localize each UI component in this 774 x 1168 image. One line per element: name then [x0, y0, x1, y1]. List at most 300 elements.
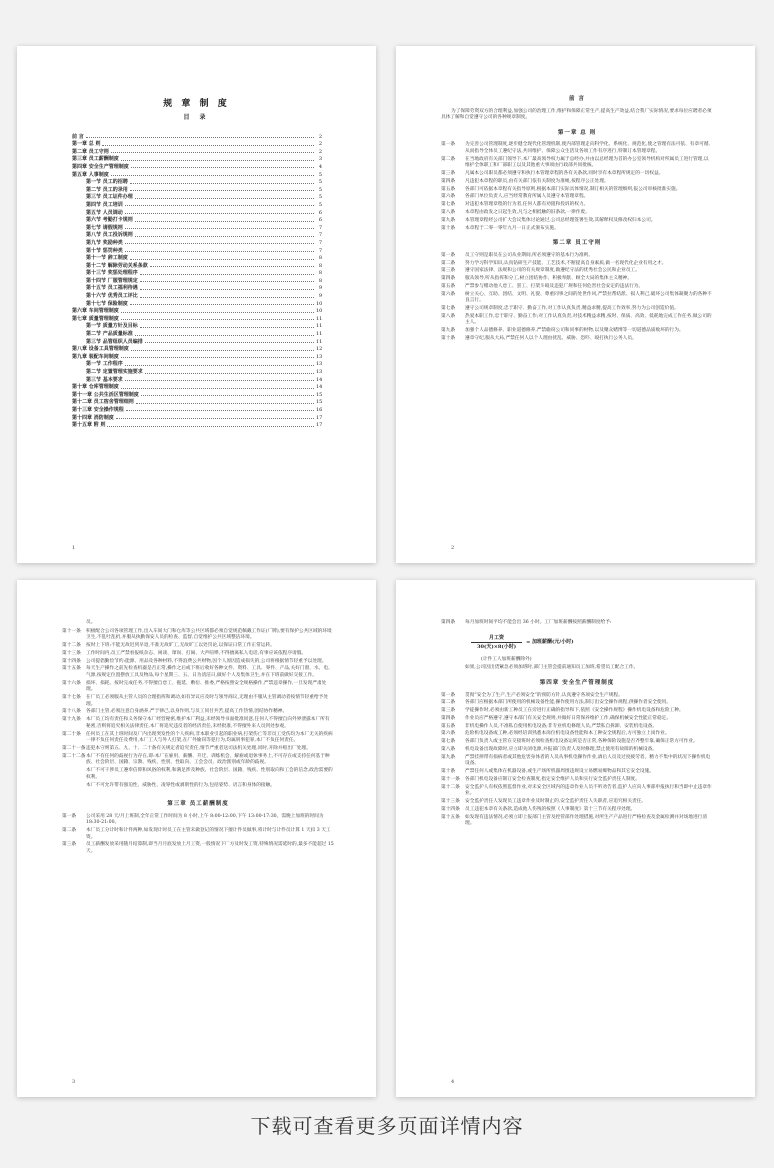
toc-heading: 目 录	[183, 114, 210, 121]
article-text: 本厂员工均有责任和义务保守本厂经营秘密,维护本厂利益,未经领导书面批准同意,任何人不得擅自向外界泄露本厂所有秘密,否则将追究相关法律责任,本厂将追究违反者的经济责任,未经批准,不得擅外来人员到处参观。	[86, 717, 330, 729]
toc-entry-label: 第二节 员工的录用	[86, 186, 128, 193]
toc-row	[72, 276, 322, 284]
toc-entry-label: 第九章 装配车间制度	[72, 353, 119, 360]
article	[441, 171, 713, 178]
toc-page-number: 9	[318, 293, 322, 300]
toc-entry-label: 第五章 人事制度	[72, 171, 109, 178]
article-text: 任何员工在其上班时间及厂内出现突发性的个人疾病,非本职业引起的职业病,打架伤亡等非员工受伤均为本厂无关的疾病一律不负任何责任及费用,本厂工人与外人打架,在厂外偷窃等犯行为,均属刑事犯罪,本厂不负任何责任。	[86, 731, 333, 744]
toc-page-number: 2	[318, 133, 322, 140]
toc-page-number: 4	[318, 163, 322, 170]
article	[441, 785, 713, 798]
formula-result: = 加班薪酬(元/小时)	[526, 639, 574, 646]
article-text: 本厂不可允许带有强迫性、威胁性、凌辱性或剥削性的行为,包括姿势、语言和身体的接触。	[86, 782, 275, 788]
toc-dot-leader	[135, 335, 314, 336]
toc-entry-label: 第七章 质量管理制度	[72, 315, 119, 322]
toc-page-number: 14	[316, 376, 323, 383]
article-text: 违犯本守则第五、九、十、二十条有关规定者追究责任,情节严重者送司法机关处理,同时,开除并赔出厂处理。	[86, 745, 311, 751]
toc-dot-leader	[135, 236, 314, 237]
chapter-2-articles	[441, 253, 713, 343]
toc-entry-label: 第八章 设备工具管理制度	[72, 346, 129, 353]
toc-row	[72, 337, 322, 345]
article-number: 第十三条	[441, 799, 460, 805]
article-text: 每天生产操作之前先检查机器是否正常,操作之后或下班后收好各种文件、资料、工具、零件、产品,关好门窗、水、电、气源,按规定位置摆放工具及物品,每个星期三、五、日为清洁日,做好个人及集体卫生,并在下班前做好交接工作。	[86, 666, 333, 678]
toc-page-number: 12	[316, 346, 323, 353]
toc-page-number: 8	[318, 262, 322, 269]
article-number: 第二条	[62, 828, 77, 834]
chapter-3-title: 第三章 员工薪酬制度	[167, 801, 229, 808]
toc-row	[72, 193, 322, 201]
toc-row	[72, 314, 322, 322]
article-text: 员工违犯本章有关条款,造成他人伤残的按照《人事制度》第十三节有关程序处理。	[465, 806, 636, 812]
article	[441, 799, 713, 806]
toc-dot-leader	[111, 175, 314, 176]
article-text: 安全监护人有权依照监督作业,对未安全区域内的违章作业人员不听劝告者,监护人应向人事部申报执行和当即中止违章作业。	[465, 784, 712, 797]
article	[62, 768, 334, 781]
toc-row	[72, 269, 322, 277]
article-text: 本厂不有任何的歧视行为存在,即:本厂在雇用、薪酬、升迁、训练机会、解雇或退休事务上,不可存在或支持任何基于种族、社会阶层、国籍、宗教、残疾、性别、性取向、工会会员、政治派别或年龄的歧视。	[86, 753, 330, 766]
article-number: 第十九条	[62, 717, 81, 723]
toc-dot-leader	[140, 327, 314, 328]
article-number: 第七条	[441, 306, 456, 312]
article	[441, 210, 713, 217]
toc-page-number: 7	[318, 224, 322, 231]
chapter-1-articles	[441, 142, 713, 232]
toc-dot-leader	[130, 183, 314, 184]
article	[441, 179, 713, 186]
article	[441, 755, 713, 768]
page-2	[396, 46, 755, 563]
toc-page-number: 8	[318, 270, 322, 277]
article-number: 第四条	[441, 276, 456, 282]
article-number: 第一条	[441, 252, 456, 258]
article-number: 第六条	[441, 194, 456, 200]
article	[441, 157, 713, 170]
article-text: 作业员应严格遵守,遵守本部门有关安全规则,并做好日常保养维护工作,确保机械安全性能正常稳定。	[465, 715, 672, 721]
article-text: 凡违犯本章程的职员,由有关部门依有关制度为准绳,按程序公正处理。	[465, 178, 609, 184]
article-number: 第三条	[441, 171, 456, 177]
article-number: 第四条	[441, 715, 456, 721]
toc-dot-leader	[107, 426, 314, 427]
toc-entry-label: 第三节 基本要求	[86, 376, 123, 383]
article	[62, 814, 334, 827]
article-number: 第十五条	[62, 666, 81, 672]
toc-row	[72, 405, 322, 413]
toc-page-number: 5	[318, 179, 322, 186]
article-text: 工作时间内,员工严禁看报纸杂志、闲谈、窜岗、打闹、大声喧哗,不得擅离私人电话,有事应该依程序请假。	[86, 650, 307, 656]
article-number: 第九条	[441, 754, 456, 760]
toc-dot-leader	[125, 365, 314, 366]
article-number: 第二十一条	[62, 745, 86, 751]
toc-entry-label: 第十三章 安全操作规程	[72, 406, 124, 413]
article-text: 公司采用 28 天/月上班制,全年正常工作时间为 8 小时,上午 8:00-12:00,下午 13:00-17:30。需晚上加班的时间为 18:30-21:00。	[86, 813, 324, 826]
toc-entry-label: 第二章 员工守则	[72, 148, 109, 155]
toc-dot-leader	[125, 243, 314, 244]
toc-row	[72, 185, 322, 193]
article	[441, 187, 713, 194]
toc-dot-leader	[125, 228, 314, 229]
toc-page-number: 2	[318, 141, 322, 148]
toc-entry-label: 前 言	[72, 133, 84, 140]
toc-page-number: 11	[316, 323, 323, 330]
toc-entry-label: 第十二节 解除劳动关系条款	[86, 262, 148, 269]
toc-entry-label: 第十五章 附 则	[72, 422, 106, 429]
article	[441, 253, 713, 260]
article	[441, 226, 713, 233]
page-4	[396, 580, 755, 1097]
toc-page-number: 6	[318, 209, 322, 216]
toc-dot-leader	[86, 137, 314, 138]
page-number: 2	[451, 545, 455, 551]
article-number: 第七条	[441, 202, 456, 208]
article	[441, 284, 713, 291]
article-text: 非机电操作人员,不准私自使用机电设备;非专业机电修理人员,严禁私自拆卸、安装机电设备。	[465, 723, 658, 729]
toc-dot-leader	[140, 289, 314, 290]
article-text: 公司提倡勤俭节约:能源、用品及各种材料,不得浪费公共财物,因个人原因造成损失的,公司将根据情节轻重予以处理。	[86, 658, 327, 664]
article	[441, 261, 713, 268]
article	[441, 747, 713, 754]
article-text: 各部门单位负责人,应当经常教育所属人员遵守本管理章程。	[465, 194, 589, 200]
toc-row	[72, 329, 322, 337]
toc-dot-leader	[145, 373, 314, 374]
article	[62, 643, 334, 650]
article-number: 第十五条	[441, 814, 460, 820]
formula-paragraph: 如果,公司因出货紧急必须加班时,部门主管会提前通知员工加班,希望员工配合工作。	[465, 665, 639, 671]
toc-page-number: 8	[318, 277, 322, 284]
article-text: 遵守公司规章制度,忠于职守、勤奋工作,对工作认真负责,精益求精,提高工作效率,努力为公司创造价值。	[465, 306, 679, 312]
page-3	[17, 580, 376, 1097]
article-number: 第十条	[441, 769, 456, 775]
article-number: 第三条	[62, 842, 77, 848]
toc-page-number: 17	[316, 414, 323, 421]
article-number: 第一条	[441, 692, 456, 698]
toc-row	[72, 223, 322, 231]
article-number: 第十一条	[62, 628, 81, 634]
article-text: 服从领导,听从指挥和分工,树立团结协作、积极奉献、顾全大局的集体主义精神。	[465, 276, 633, 282]
article-number: 第六条	[441, 731, 456, 737]
toc-dot-leader	[130, 190, 314, 191]
toc-entry-label: 第十二章 员工宿舍管理细则	[72, 399, 134, 406]
article-number: 第二条	[441, 700, 456, 706]
article-number: 第五条	[441, 283, 456, 289]
lead-text: 员。	[86, 620, 96, 625]
toc-row	[72, 352, 322, 360]
toc-dot-leader	[135, 221, 314, 222]
toc-dot-leader	[125, 205, 314, 206]
toc-page-number: 13	[316, 361, 323, 368]
toc-entry-label: 第十一节 辞工制度	[86, 255, 128, 262]
toc-entry-label: 第八节 员工投诉规则	[86, 232, 133, 239]
toc-entry-label: 第十一章 公共生活区管理制度	[72, 391, 139, 398]
toc-page-number: 5	[318, 194, 322, 201]
article	[62, 659, 334, 666]
toc-entry-label: 第一节 工作程序	[86, 361, 123, 368]
toc-entry-label: 第一节 员工的招聘	[86, 179, 128, 186]
chapter-4-articles	[441, 693, 713, 828]
toc-row	[72, 398, 322, 406]
toc-dot-leader	[140, 297, 314, 298]
toc-page-number: 9	[318, 285, 322, 292]
article-number: 第十一条	[441, 776, 460, 782]
toc-row	[72, 390, 322, 398]
toc-row	[72, 421, 322, 429]
toc-dot-leader	[126, 410, 314, 411]
toc-row	[72, 291, 322, 299]
toc-page-number: 7	[318, 232, 322, 239]
article-number: 第一条	[441, 142, 456, 148]
article	[441, 731, 713, 738]
chapter-4-title: 第四章 安全生产管理制度	[539, 679, 615, 686]
article-text: 为完善公司管理制度,逐步健全现代化管理机制,使内部管理走向科学化、系统化、规范化,使之管理有法可依、有章可循,从而指导全体员工遵纪守法,共同维护、保障公众生活及各项工作有序进行,特制订本管理章程。	[465, 142, 711, 154]
article-text: 本章程于二零一零年九月一日正式颁布实施。	[465, 225, 559, 231]
article-text: 严禁参与赌动他人怠工、罢工、打架斗殴及违犯厂规和任何危害社会安定的违法行为。	[465, 283, 644, 289]
article-number: 第八条	[441, 747, 456, 753]
chapter-3-articles	[62, 814, 334, 856]
toc-entry-label: 第六章 车间管理制度	[72, 308, 119, 315]
article	[441, 769, 713, 776]
article-number: 第四条	[441, 620, 456, 625]
toc-row	[72, 140, 322, 148]
toc-entry-label: 第三节 品管组织人员编排	[86, 338, 143, 345]
toc-page-number: 17	[316, 422, 323, 429]
article-number: 第八条	[441, 313, 456, 319]
article	[441, 268, 713, 275]
article-number	[62, 768, 86, 781]
toc-page-number: 2	[318, 148, 322, 155]
toc-page-number: 13	[316, 369, 323, 375]
toc-page-number: 15	[316, 399, 323, 406]
article-text: 员工薪酬发放采用随月结算制,即当月月底发放上月工资,一般情况下厂方及时发工资,特殊情况需延时的,最多不能超过 15 天。	[86, 842, 334, 855]
toc-dot-leader	[121, 357, 314, 358]
article	[62, 842, 334, 855]
toc-page-number: 10	[316, 300, 323, 307]
toc-dot-leader	[140, 274, 314, 275]
toc-row	[72, 360, 322, 368]
toc-row	[72, 383, 322, 391]
article-number: 第一条	[62, 813, 77, 819]
article-number: 第十二条	[62, 642, 81, 648]
article-text: 树立关心、互助、团结、文明、礼貌、尊重同事之间的处世作风,严禁拉帮结派、损人利己,破坏公司集体凝聚力的各种不良言行。	[465, 291, 712, 304]
toc-page-number: 3	[318, 156, 322, 163]
toc-dot-leader	[150, 266, 314, 267]
article-number: 第十四条	[62, 658, 81, 664]
article	[62, 629, 334, 642]
toc-dot-leader	[125, 251, 314, 252]
article-text: 热爱本职工作,忠于职守、勤奋工作;对工作认真负责,对技术精益求精,按时、保质、高效、低耗地完成工作任务,做公司的主人。	[465, 313, 712, 326]
toc-entry-label: 第七节 请假规则	[86, 224, 123, 231]
article-number: 第八条	[441, 210, 456, 216]
article-text: 在当地政府有关部门领导下,本厂最高领导权力属于总经办,并由以总经理为首的办公室领导机构对所属员工进行管理,以维护全体职工和厂部职工以及其他重大事项由行政部共同批核。	[465, 156, 709, 169]
article-number: 第十条	[441, 336, 456, 341]
toc-entry-label: 第一节 质量方针及目标	[86, 323, 138, 330]
toc-row	[72, 200, 322, 208]
article	[441, 815, 713, 828]
toc-row	[72, 170, 322, 178]
article	[62, 754, 334, 767]
toc-dot-leader	[130, 304, 314, 305]
toc-dot-leader	[136, 403, 314, 404]
article-number: 第十七条	[62, 695, 81, 701]
chapter-2-title: 第二章 员工守则	[552, 240, 602, 247]
toc-page-number: 6	[318, 217, 322, 224]
toc-entry-label: 第十章 仓库管理制度	[72, 384, 119, 391]
article-number: 第二十二条	[62, 753, 86, 759]
toc-row	[72, 322, 322, 330]
toc-entry-label: 第十五节 员工福利待遇	[86, 285, 138, 292]
article-text: 员工守则是职员在公司从业期间,所必须遵守的基本行为准则。	[465, 252, 594, 258]
article	[441, 218, 713, 225]
toc-page-number: 7	[318, 247, 322, 254]
article	[62, 732, 334, 745]
toc-row	[72, 413, 322, 421]
toc-entry-label: 第三节 员工证件办理	[86, 194, 133, 201]
toc-row	[72, 162, 322, 170]
article-number: 第十六条	[62, 680, 81, 686]
overtime-formula	[471, 635, 713, 651]
toc-dot-leader	[141, 395, 314, 396]
toc-dot-leader	[121, 388, 314, 389]
toc-page-number: 5	[318, 186, 322, 193]
article	[441, 693, 713, 700]
toc-dot-leader	[125, 380, 314, 381]
toc-page-number: 8	[318, 255, 322, 262]
article-number: 第二条	[441, 156, 456, 162]
toc-entry-label: 第十六节 优秀员工评比	[86, 293, 138, 300]
toc-entry-label: 第十节 惩罚种类	[86, 247, 123, 254]
article-number: 第三条	[441, 708, 456, 714]
toc-entry-label: 第九节 奖励种类	[86, 239, 123, 246]
toc-row	[72, 254, 322, 262]
toc-page-number: 5	[318, 171, 322, 178]
article	[441, 194, 713, 201]
toc-page-number: 10	[316, 308, 323, 315]
article	[441, 328, 713, 335]
toc-page-number: 7	[318, 239, 322, 246]
article-number: 第三条	[441, 268, 456, 274]
article-text: 加强个人品德修养、职业道德修养,严禁偷窃公司和同事的财物,以及聚众赌博等一切道德品质败坏的行为。	[465, 328, 684, 334]
toc-row	[72, 147, 322, 155]
toc-dot-leader	[131, 167, 314, 168]
toc-dot-leader	[116, 418, 314, 419]
article-text: 如发现有违法情况,必须立即上报部门主管及控管部作处理措施,对所生产产品进行严格检查及金属检测并对场地进行清理。	[465, 814, 708, 827]
article-text: 严禁挂摔带有损病者或其他危害身体者的人员从事机电操作作业,酒后人员及过度疲劳者。精力不集中的状况下操作机电设备。	[465, 754, 711, 767]
toc-dot-leader	[125, 213, 314, 214]
page-1-table-of-contents	[17, 46, 376, 563]
toc-entry-label: 第十三节 奖惩处理程序	[86, 270, 138, 277]
formula-note: (计件工人加班薪酬除外)	[481, 656, 532, 662]
toc-row	[72, 345, 322, 353]
toc-entry-label: 第十七节 保险制度	[86, 300, 128, 307]
toc-dot-leader	[121, 160, 314, 161]
article-number	[62, 783, 86, 790]
article-number: 第十四条	[441, 806, 460, 812]
toc-entry-label: 第六节 考勤打卡规则	[86, 217, 133, 224]
article-number: 第九条	[441, 217, 456, 223]
toc-entry-label: 第十四节 厂服管理规定	[86, 277, 138, 284]
article	[441, 708, 713, 715]
page-number: 3	[72, 1079, 76, 1085]
article-text: 遵章守纪,服从大局,严禁任何人以个人理由扰乱、威胁、恐吓、殴打执行公务人员。	[465, 336, 637, 341]
article-text: 安全监护责任人发现员工违章作业及时制止的,安全监护责任人失职者,应追究相关责任。	[465, 799, 647, 805]
article-text: 凡属本公司职员都必须遵守和执行本管理章程的各有关条款,同时享有本章程所规定的一切权益。	[465, 171, 664, 177]
article-number: 第十三条	[62, 650, 81, 656]
page-number: 4	[451, 1079, 455, 1085]
article	[62, 651, 334, 658]
toc-entry-label: 第二节 定置管理实施要求	[86, 369, 143, 375]
article-number: 第四条	[441, 178, 456, 184]
formula-denominator: 30(天)×8(小时)	[471, 642, 522, 651]
toc-page-number: 15	[316, 391, 323, 398]
toc-entry-label: 第四章 安全生产管理制度	[72, 163, 129, 170]
article-text: 每月加班时间平均不能会出 36 小时。工厂加班薪酬按照薪酬制度给予:	[465, 620, 612, 625]
toc-row	[72, 299, 322, 307]
article-text: 遵守国家法律、法规和公司的有关规章制度,做遵纪守法的优秀社会公民和企业员工。	[465, 268, 640, 274]
article	[441, 202, 713, 209]
article	[441, 739, 713, 746]
toc-dot-leader	[131, 350, 314, 351]
article-number: 第十二条	[441, 784, 460, 790]
toc-dot-leader	[111, 152, 314, 153]
article-text: 本章程由政发之日起生效,凡与之相抵触的旧条款,一律作废。	[465, 210, 590, 216]
article-text: 本管理章程经公司扩大会议集体讨论通过,公司总经理签署生效,其解释权及修改权归本公司。	[465, 217, 656, 223]
toc-row	[72, 246, 322, 254]
article	[62, 746, 334, 753]
formula-numerator: 月工资	[489, 634, 505, 641]
article-text: 机电设备出现故障时,应立即关闭电源,并报部门负责人及时修理,禁止使用有故障的机械设备。	[465, 747, 657, 753]
article	[441, 142, 713, 155]
toc-page-number: 5	[318, 201, 322, 208]
article	[441, 336, 713, 343]
article-number: 第七条	[441, 739, 456, 745]
article	[441, 724, 713, 731]
article-text: 危险机电设备或工种,必须经培训熟悉本岗位机电设备性能和本工种安全规程后,方可独立上岗作业。	[465, 731, 670, 737]
toc-row	[72, 261, 322, 269]
toc-entry-label: 第三章 员工薪酬制度	[72, 156, 119, 163]
article	[62, 695, 334, 708]
formula-fraction	[471, 635, 522, 651]
article-number: 第二条	[441, 260, 456, 266]
article-number: 第五条	[441, 186, 456, 192]
article	[441, 716, 713, 723]
article	[62, 666, 334, 679]
toc-page-number: 11	[316, 338, 323, 345]
article	[441, 276, 713, 283]
toc-dot-leader	[145, 342, 314, 343]
article-text: 在厂员工必须服从主管人员的合理指挥和调动,如有异议应及时与领导商议,无理由不服从主管调动者按情节轻重给予处理。	[86, 695, 329, 707]
preface-title: 前 言	[569, 96, 585, 102]
article-text: 各部门应根据本部门所使用的机械设备性能,操作使用方法,制订出安全操作规程,供操作者安全使用。	[465, 700, 672, 706]
article	[441, 306, 713, 313]
article-text: 各部门主管,必须注意自身涵养,严于律己,以身作则,与员工同甘共苦,提高工作热情,团结协作精神。	[86, 709, 288, 715]
toc-page-number: 11	[316, 315, 323, 322]
toc-page-number: 13	[316, 353, 323, 360]
toc-row	[72, 238, 322, 246]
chapter-1-title: 第一章 总 则	[557, 129, 597, 136]
article-text: 学徒操作时,必须由新工种员工在旁进行正确的指导和下,依照《安全操作规程》操作机电设备和危险工种。	[465, 708, 684, 714]
article-text: 本厂员工分计时和计件两种,如发现计时员工在主管未做登记的情况下擅计件员做事,将计时与计件员计算 1 天扣 3 天工资。	[86, 828, 331, 840]
article-text: 对违犯本管理章程的行为者,任何人都有劝阻和投诉的权力。	[465, 202, 589, 208]
toc-row	[72, 178, 322, 186]
article-number: 第十条	[441, 225, 456, 231]
article-text: 积极配合公司各项管理工作,出入车间大门和仓库等公共区域都必须自觉规范佩戴工作证(厂牌),要有保护公共区域的环境卫生,不乱吐乱扔,并服从执勤保安人员的检查、监督,自觉维护公共区域整洁环境。	[86, 628, 332, 641]
toc-row	[72, 132, 322, 140]
toc-row	[72, 307, 322, 315]
article-number: 第二十条	[62, 731, 81, 737]
article	[441, 777, 713, 784]
article	[62, 717, 334, 730]
article-text: 各部门可依据本章程有关指导原则,根据本部门实际具体情况,制订相关的管理细则,报公司审核批准实施。	[465, 186, 681, 192]
toc-row	[72, 375, 322, 383]
article	[441, 292, 713, 305]
